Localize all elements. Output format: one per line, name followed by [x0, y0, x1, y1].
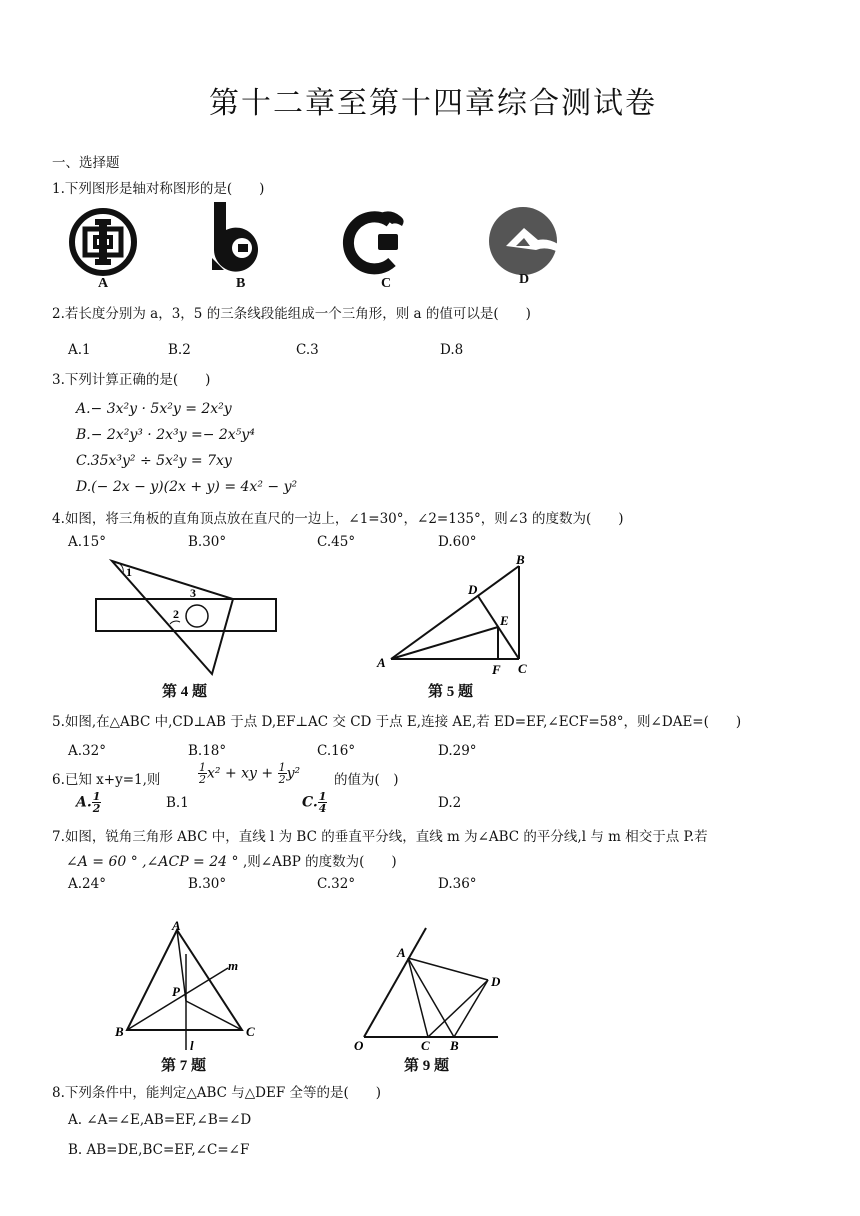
q7-option-c: C.32° [317, 876, 356, 892]
question-4-stem: 4.如图，将三角板的直角顶点放在直尺的一边上，∠1=30°，∠2=135°，则∠3 的度数为( ) [52, 511, 624, 527]
figure-5 [372, 552, 542, 680]
question-8-stem: 8.下列条件中，能判定△ABC 与△DEF 全等的是( ) [52, 1085, 382, 1101]
question-1-stem: 1.下列图形是轴对称图形的是( ) [52, 181, 265, 197]
q3-option-a: A.− 3x²y · 5x²y = 2x²y [76, 401, 232, 417]
q7-option-a: A.24° [68, 876, 106, 892]
logo-label-a: A [98, 276, 109, 291]
q2-option-a: A.1 [68, 342, 91, 358]
figure-9-caption: 第 9 题 [404, 1058, 450, 1074]
page-title: 第十二章至第十四章综合测试卷 [209, 86, 657, 121]
q4-option-c: C.45° [317, 534, 356, 550]
fig7-label-c: C [246, 1024, 255, 1039]
question-7-stem-line1: 7.如图，锐角三角形 ABC 中，直线 l 为 BC 的垂直平分线，直线 m 为∠ABC 的平分线,l 与 m 相交于点 P.若 [52, 829, 708, 845]
figure-9 [350, 922, 510, 1052]
q7-option-b: B.30° [188, 876, 227, 892]
question-6-expression: $\frac{1}{2}$ x² + xy + $\frac{1}{2}$ y² [199, 761, 301, 786]
bank-logo-d-icon [486, 204, 560, 278]
q5-option-d: D.29° [438, 743, 477, 759]
q6-option-c: C. $\frac{1}{4}$ [302, 790, 327, 815]
q6-option-a: A. $\frac{1}{2}$ [76, 790, 101, 815]
fig9-label-a: A [397, 945, 406, 960]
logo-label-c: C [381, 276, 392, 291]
q3-option-c: C.35x³y² ÷ 5x²y = 7xy [76, 453, 232, 469]
question-7-stem-line2: ∠A = 60 ° ,∠ACP = 24 ° ,则∠ABP 的度数为( ) [66, 854, 397, 870]
bank-logo-a-icon [68, 207, 138, 277]
q6-option-b: B.1 [166, 795, 189, 811]
fig4-label-1: 1 [126, 565, 132, 579]
fig9-label-b: B [450, 1038, 459, 1052]
fig4-label-2: 2 [173, 607, 179, 621]
section-heading: 一、选择题 [52, 155, 120, 171]
q6-option-d: D.2 [438, 795, 462, 811]
q2-option-c: C.3 [296, 342, 319, 358]
q2-option-d: D.8 [440, 342, 464, 358]
fig7-label-p: P [172, 984, 180, 999]
figure-4-caption: 第 4 题 [162, 684, 208, 700]
q3-option-d: D.(− 2x − y)(2x + y) = 4x² − y² [76, 479, 298, 495]
figure-5-caption: 第 5 题 [428, 684, 474, 700]
q3-option-b: B.− 2x²y³ · 2x³y =− 2x⁵y⁴ [76, 427, 255, 443]
q4-option-a: A.15° [68, 534, 106, 550]
q2-option-b: B.2 [168, 342, 191, 358]
fig9-label-c: C [421, 1038, 430, 1052]
q4-option-b: B.30° [188, 534, 227, 550]
fig4-label-3: 3 [190, 586, 196, 600]
q5-option-a: A.32° [68, 743, 106, 759]
fig7-label-l: l [190, 1038, 194, 1053]
q8-option-a: A. ∠A=∠E,AB=EF,∠B=∠D [68, 1112, 252, 1128]
question-6-stem-suffix: 的值为( ) [334, 772, 399, 788]
fig7-label-a: A [172, 918, 181, 933]
q4-option-d: D.60° [438, 534, 477, 550]
q5-option-c: C.16° [317, 743, 356, 759]
fig5-label-a: A [377, 655, 386, 670]
q7-option-d: D.36° [438, 876, 477, 892]
question-2-stem: 2.若长度分别为 a，3，5 的三条线段能组成一个三角形，则 a 的值可以是( ) [52, 306, 531, 322]
q5-option-b: B.18° [188, 743, 227, 759]
fig7-label-b: B [115, 1024, 124, 1039]
figure-4 [90, 556, 285, 681]
fig5-label-d: D [468, 582, 478, 597]
fig9-label-o: O [354, 1038, 364, 1052]
bank-logo-b-icon [204, 198, 274, 273]
fig9-label-d: D [491, 974, 501, 989]
fig5-label-e: E [500, 613, 509, 628]
fig5-label-c: C [518, 661, 527, 676]
question-6-stem-prefix: 6.已知 x+y=1,则 [52, 772, 161, 788]
q8-option-b: B. AB=DE,BC=EF,∠C=∠F [68, 1142, 250, 1158]
logo-label-d: D [519, 272, 530, 287]
figure-7-caption: 第 7 题 [161, 1058, 207, 1074]
question-3-stem: 3.下列计算正确的是( ) [52, 372, 211, 388]
fig5-label-f: F [492, 662, 501, 677]
fig7-label-m: m [228, 958, 239, 973]
logo-label-b: B [236, 276, 246, 291]
fig5-label-b: B [516, 552, 525, 567]
bank-logo-c-icon [342, 208, 412, 276]
question-5-stem: 5.如图,在△ABC 中,CD⊥AB 于点 D,EF⊥AC 交 CD 于点 E,连接 AE,若 ED=EF,∠ECF=58°，则∠DAE=( ) [52, 714, 742, 730]
figure-7 [110, 918, 265, 1053]
